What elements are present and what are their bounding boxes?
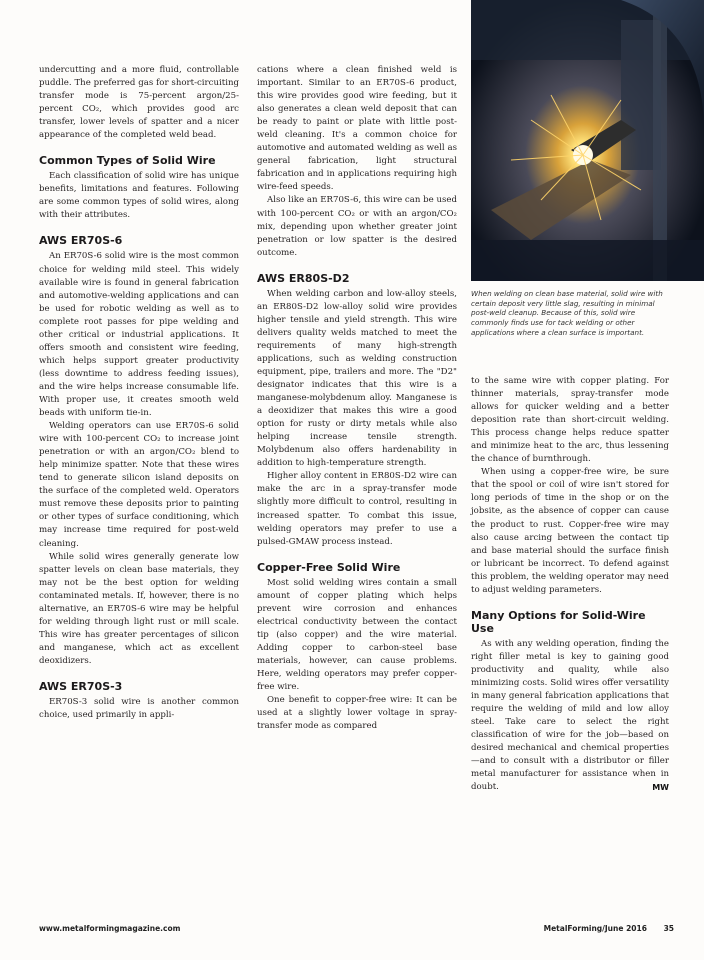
paragraph: Each classification of solid wire has unique benefits, limitations and features. Following are some common types of solid wires, along with their attributes. [39,171,239,221]
column-3 [471,375,669,794]
welding-photo [471,0,704,281]
paragraph: When using a copper-free wire, be sure that the spool or coil of wire isn't stored for long periods of time in the shop or on the jobsite, as the absence of copper can cause the product to rust. Copper-free wire may also cause arcing between the contact tip and base material should the surface finish or lubricant be incorrect. To defend against this problem, the welding operator may need to adjust welding parameters. [471,467,669,595]
paragraph: cations where a clean finished weld is important. Similar to an ER70S-6 product, this wire provides good wire feeding, but it also generates a clean weld deposit that can be ready to paint or plate with little post-weld cleaning. It's a common choice for automotive and automated welding as well as general fabrication, light structural fabrication and in applications requiring high wire-feed speeds. [257,65,457,193]
end-mark: MW [652,783,669,793]
paragraph: Most solid welding wires contain a small amount of copper plating which helps prevent wire corrosion and enhances electrical conductivity between the contact tip (also copper) and the wire material. Adding copper to carbon-steel base materials, however, can cause problems. Here, welding operators may prefer copper-free wire. [257,577,457,693]
paragraph: An ER70S-6 solid wire is the most common choice for welding mild steel. This widely available wire is found in general fabrication and automotive-welding applications and can be used for robotic welding as well as to complete root passes for pipe welding and other critical or industrial applications. It offers smooth and consistent wire feeding, which helps support greater productivity (less downtime to address feeding issues), and the wire helps increase consumable life. With proper use, it creates smooth weld beads with uniform tie-in. [39,251,239,419]
paragraph: One benefit to copper-free wire: It can be used at a slightly lower voltage in spray-transfer mode as compared [257,695,457,732]
page-number: 35 [663,924,674,933]
section-heading-er70s3: AWS ER70S-3 [39,679,123,693]
section-heading-er80s-d2: AWS ER80S-D2 [257,271,350,285]
paragraph: to the same wire with copper plating. For thinner materials, spray-transfer mode allows for quicker welding and a better deposition rate than short-circuit welding. This process change helps reduce spatter and minimize heat to the arc, thus lessening the chance of burnthrough. [471,376,669,465]
paragraph: undercutting and a more fluid, controllable puddle. The preferred gas for short-circuiting transfer mode is 75-percent argon/25-percent CO₂, which provides good arc transfer, lower levels of spatter and a nicer appearance of the completed weld bead. [39,65,239,141]
column-2 [257,64,457,733]
footer-issue: MetalForming/June 2016 [543,924,647,933]
column-1 [39,64,239,722]
section-heading-common-types: Common Types of Solid Wire [39,154,216,168]
section-heading-many-options: Many Options for Solid-Wire Use [471,608,646,635]
section-heading-copper-free: Copper-Free Solid Wire [257,560,401,574]
welding-photo-graphic [471,0,704,281]
paragraph: ER70S-3 solid wire is another common choice, used primarily in appli- [39,696,239,721]
paragraph: Higher alloy content in ER80S-D2 wire can make the arc in a spray-transfer mode slightly more difficult to control, resulting in increased spatter. To combat this issue, welding operators may prefer to use a pulsed-GMAW process instead. [257,471,457,547]
paragraph: When welding carbon and low-alloy steels, an ER80S-D2 low-alloy solid wire provides higher tensile and yield strength. This wire delivers quality welds matched to meet the requirements of many high-strength applications, such as welding construction equipment, pipe, trailers and more. The "D2" designator indicates that this wire is a manganese-molybdenum alloy. Manganese is a deoxidizer that makes this wire a good option for rusty or dirty metals while also helping increase tensile strength. Molybdenum also offers hardenability in addition to high-temperature strength. [257,288,457,469]
paragraph: Also like an ER70S-6, this wire can be used with 100-percent CO₂ or with an argon/CO₂ mix, depending upon whether greater joint penetration or low spatter is the desired outcome. [257,195,457,258]
section-heading-er70s6: AWS ER70S-6 [39,234,123,248]
paragraph: Welding operators can use ER70S-6 solid wire with 100-percent CO₂ to increase joint penetration or with an argon/CO₂ blend to help minimize spatter. Note that these wires tend to generate silicon island deposits on the surface of the completed weld. Operators must remove these deposits prior to painting or other types of surface conditioning, which may increase time required for post-weld cleaning. [39,421,239,549]
paragraph [471,638,669,795]
footer-issue-page [530,924,674,933]
photo-caption: When welding on clean base material, solid wire with certain deposit very little slag, resulting in minimal post-weld cleanup. Because of this, solid wire commonly finds use for tack welding or other applications where a clean surface is important. [471,289,663,337]
paragraph: While solid wires generally generate low spatter levels on clean base materials, they may not be the best option for welding contaminated metals. If, however, there is no alternative, an ER70S-6 wire may be helpful for welding through light rust or mill scale. This wire has greater percentages of silicon and manganese, which act as excellent deoxidizers. [39,551,239,666]
footer-url: www.metalformingmagazine.com [39,924,181,933]
paragraph-text: As with any welding operation, finding the right filler metal is key to gaining good productivity and quality, while also minimizing costs. Solid wires offer versatility in many general fabrication applications that require the welding of mild and low alloy steel. Take care to select the right classification of wire for the job—based on desired mechanical and chemical properties—and to consult with a distributor or filler metal manufacturer for assistance when in doubt. [471,638,669,793]
page-footer [39,924,674,938]
